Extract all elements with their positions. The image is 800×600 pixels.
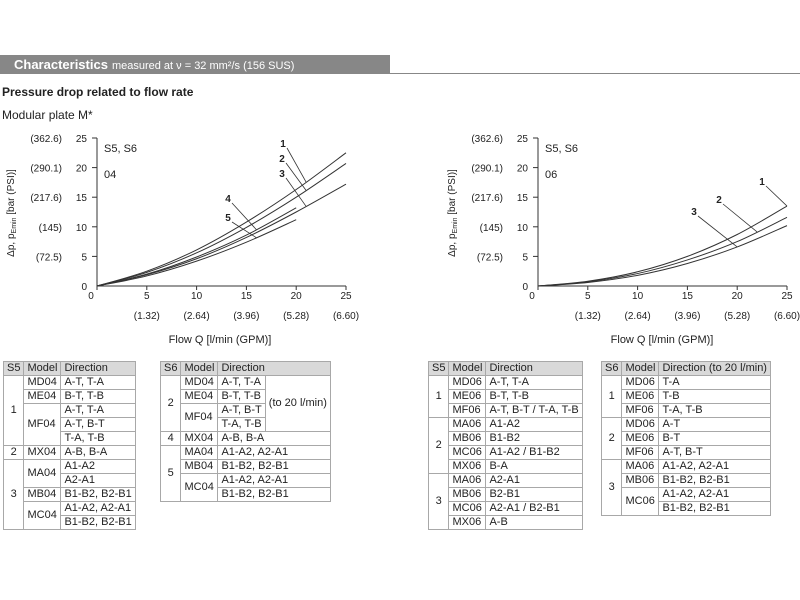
y-tick-label: 5 bbox=[522, 252, 528, 264]
x-tick-label-gpm: (2.64) bbox=[624, 311, 651, 322]
table-row bbox=[161, 460, 331, 474]
model-cell: MF06 bbox=[449, 404, 486, 418]
table-row bbox=[429, 404, 583, 418]
direction-cell: A-T, T-A bbox=[486, 376, 582, 390]
x-tick-label: 5 bbox=[144, 291, 150, 302]
column-header: Direction bbox=[61, 362, 135, 376]
table-s6-size-06 bbox=[601, 361, 771, 516]
direction-cell: A1-A2, A2-A1 bbox=[61, 502, 135, 516]
series-label-2: 2 bbox=[716, 195, 722, 206]
direction-cell: A1-A2 bbox=[486, 418, 582, 432]
direction-cell: T-A, T-B bbox=[61, 432, 135, 446]
x-tick-label-gpm: (6.60) bbox=[773, 311, 800, 322]
column-header: Model bbox=[622, 362, 659, 376]
group-number: 2 bbox=[429, 418, 449, 474]
chart-inset-label: S5, S6 bbox=[104, 143, 138, 155]
direction-cell: B1-B2, B2-B1 bbox=[218, 488, 330, 502]
x-tick-label: 20 bbox=[731, 291, 743, 302]
model-cell: MC06 bbox=[622, 488, 659, 516]
x-tick-label: 25 bbox=[781, 291, 793, 302]
x-tick-label-gpm: (6.60) bbox=[332, 311, 360, 322]
y-tick-label-psi: (217.6) bbox=[30, 193, 62, 205]
x-tick-label: 15 bbox=[240, 291, 252, 302]
chart-inset-label: S5, S6 bbox=[545, 143, 579, 155]
x-tick-label-gpm: (3.96) bbox=[233, 311, 260, 322]
column-header: Direction (to 20 l/min) bbox=[659, 362, 771, 376]
direction-cell: A-B, B-A bbox=[218, 432, 330, 446]
direction-cell: A1-A2, A2-A1 bbox=[659, 460, 771, 474]
table-row bbox=[161, 432, 331, 446]
table-row bbox=[4, 404, 136, 418]
model-cell: MB04 bbox=[181, 460, 218, 474]
direction-cell: A-T, B-T / T-A, T-B bbox=[486, 404, 582, 418]
y-tick-label: 20 bbox=[516, 163, 528, 175]
model-cell: MA06 bbox=[622, 460, 659, 474]
y-tick-label-psi: (362.6) bbox=[30, 134, 62, 145]
model-cell: ME04 bbox=[181, 390, 218, 404]
model-cell: MD06 bbox=[622, 418, 659, 432]
direction-cell: A-T, B-T bbox=[659, 446, 771, 460]
group-number: 1 bbox=[4, 376, 24, 446]
model-cell: MD04 bbox=[24, 376, 61, 390]
model-cell: MC04 bbox=[24, 502, 61, 530]
direction-cell: B-T, T-B bbox=[486, 390, 582, 404]
table-row bbox=[602, 432, 771, 446]
y-tick-label: 0 bbox=[522, 282, 528, 293]
y-tick-label: 15 bbox=[75, 193, 87, 205]
y-tick-label: 15 bbox=[516, 193, 528, 205]
y-tick-label: 10 bbox=[516, 222, 528, 234]
model-cell: MF04 bbox=[181, 404, 218, 432]
column-header: S5 bbox=[4, 362, 24, 376]
x-tick-label-gpm: (5.28) bbox=[724, 311, 751, 322]
model-cell: MC06 bbox=[449, 502, 486, 516]
table-row bbox=[429, 516, 583, 530]
table-row bbox=[602, 418, 771, 432]
table-row bbox=[4, 390, 136, 404]
section-header-subtitle: measured at ν = 32 mm²/s (156 SUS) bbox=[111, 60, 295, 72]
model-cell: MF06 bbox=[622, 404, 659, 418]
model-cell: MB06 bbox=[449, 488, 486, 502]
x-tick-label-gpm: (1.32) bbox=[574, 311, 601, 322]
column-header: Direction bbox=[218, 362, 330, 376]
table-row bbox=[429, 446, 583, 460]
y-tick-label-psi: (72.5) bbox=[476, 252, 503, 264]
series-leader-1 bbox=[766, 186, 787, 206]
y-tick-label: 20 bbox=[75, 163, 87, 175]
group-number: 3 bbox=[602, 460, 622, 516]
column-header: S6 bbox=[161, 362, 181, 376]
direction-cell: A-B bbox=[486, 516, 582, 530]
table-row bbox=[161, 474, 331, 488]
direction-cell: A-T bbox=[659, 418, 771, 432]
x-tick-label-gpm: (3.96) bbox=[674, 311, 701, 322]
direction-cell: B1-B2, B2-B1 bbox=[61, 516, 135, 530]
direction-cell: A2-A1 bbox=[486, 474, 582, 488]
model-cell: MD06 bbox=[449, 376, 486, 390]
direction-cell: A-T, B-T bbox=[61, 418, 135, 432]
x-tick-label-gpm: (5.28) bbox=[283, 311, 310, 322]
direction-cell: A1-A2, A2-A1 bbox=[218, 446, 330, 460]
table-row bbox=[429, 432, 583, 446]
model-cell: ME06 bbox=[449, 390, 486, 404]
x-tick-label: 25 bbox=[340, 291, 352, 302]
direction-cell: B-T, T-B bbox=[61, 390, 135, 404]
table-row bbox=[4, 446, 136, 460]
series-curve-1 bbox=[538, 206, 787, 286]
table-row bbox=[429, 488, 583, 502]
table-row bbox=[429, 390, 583, 404]
pressure-drop-title: Pressure drop related to flow rate bbox=[2, 85, 194, 99]
table-row bbox=[429, 376, 583, 390]
model-cell: MD04 bbox=[181, 376, 218, 390]
y-tick-label: 10 bbox=[75, 222, 87, 234]
table-row bbox=[161, 376, 331, 390]
column-header: Model bbox=[24, 362, 61, 376]
model-cell: MF06 bbox=[622, 446, 659, 460]
x-tick-label: 0 bbox=[88, 291, 94, 302]
direction-cell: A1-A2, A2-A1 bbox=[218, 474, 330, 488]
table-header-row bbox=[161, 362, 331, 376]
x-tick-label-gpm: (2.64) bbox=[183, 311, 210, 322]
model-cell: MA04 bbox=[181, 446, 218, 460]
model-cell: MX06 bbox=[449, 516, 486, 530]
x-tick-label: 0 bbox=[529, 291, 535, 302]
y-tick-label-psi: (72.5) bbox=[35, 252, 62, 264]
y-tick-label-psi: (290.1) bbox=[471, 163, 503, 175]
y-axis-title: Δp, $p_{Emin}$ [bar (PSI)] bbox=[447, 169, 459, 257]
x-tick-label: 5 bbox=[585, 291, 591, 302]
table-row bbox=[602, 376, 771, 390]
series-curve-3 bbox=[538, 226, 787, 286]
y-axis-title: Δp, $p_{Emin}$ [bar (PSI)] bbox=[6, 169, 18, 257]
model-cell: MB04 bbox=[24, 488, 61, 502]
model-cell: MA06 bbox=[449, 418, 486, 432]
group-number: 2 bbox=[602, 418, 622, 460]
x-tick-label: 10 bbox=[632, 291, 644, 302]
table-row bbox=[4, 502, 136, 516]
table-row bbox=[602, 446, 771, 460]
series-label-1: 1 bbox=[759, 177, 765, 188]
table-header-row bbox=[429, 362, 583, 376]
y-tick-label: 0 bbox=[81, 282, 87, 293]
group-number: 4 bbox=[161, 432, 181, 446]
direction-cell: A-T, T-A bbox=[218, 376, 265, 390]
model-cell: MF04 bbox=[24, 404, 61, 446]
y-tick-label: 25 bbox=[516, 134, 528, 145]
column-header: S5 bbox=[429, 362, 449, 376]
group-number: 1 bbox=[602, 376, 622, 418]
x-axis-title: Flow Q [l/min (GPM)] bbox=[168, 334, 272, 346]
table-header-row bbox=[4, 362, 136, 376]
table-row bbox=[602, 474, 771, 488]
series-label-1: 1 bbox=[280, 139, 286, 150]
table-header-row bbox=[602, 362, 771, 376]
column-header: S6 bbox=[602, 362, 622, 376]
model-cell: ME06 bbox=[622, 390, 659, 404]
chart-inset-label: 04 bbox=[104, 169, 117, 181]
series-label-3: 3 bbox=[279, 169, 285, 180]
model-cell: ME04 bbox=[24, 390, 61, 404]
table-s5-size-06 bbox=[428, 361, 583, 530]
group-number: 1 bbox=[429, 376, 449, 418]
direction-cell: B1-B2 bbox=[486, 432, 582, 446]
direction-cell: B1-B2, B2-B1 bbox=[659, 502, 771, 516]
table-row bbox=[602, 404, 771, 418]
y-tick-label-psi: (217.6) bbox=[471, 193, 503, 205]
series-label-4: 4 bbox=[225, 194, 231, 205]
direction-cell: B1-B2, B2-B1 bbox=[61, 488, 135, 502]
model-cell: MC04 bbox=[181, 474, 218, 502]
direction-cell: A-T, B-T bbox=[218, 404, 265, 418]
x-tick-label-gpm: (1.32) bbox=[133, 311, 160, 322]
y-tick-label: 25 bbox=[75, 134, 87, 145]
model-cell: MA06 bbox=[449, 474, 486, 488]
series-leader-2 bbox=[723, 204, 757, 232]
model-cell: MA04 bbox=[24, 460, 61, 488]
direction-cell: A-B, B-A bbox=[61, 446, 135, 460]
table-row bbox=[429, 474, 583, 488]
y-tick-label: 5 bbox=[81, 252, 87, 264]
flow-note-cell: (to 20 l/min) bbox=[265, 376, 330, 432]
group-number: 3 bbox=[429, 474, 449, 530]
model-cell: MB06 bbox=[449, 432, 486, 446]
model-cell: MX04 bbox=[181, 432, 218, 446]
direction-cell: B-A bbox=[486, 460, 582, 474]
modular-plate-subtitle: Modular plate M* bbox=[2, 108, 93, 122]
group-number: 2 bbox=[4, 446, 24, 460]
direction-cell: B2-B1 bbox=[486, 488, 582, 502]
direction-cell: T-A, T-B bbox=[218, 418, 265, 432]
group-number: 3 bbox=[4, 460, 24, 530]
direction-cell: T-A bbox=[659, 376, 771, 390]
direction-cell: A-T, T-A bbox=[61, 404, 135, 418]
table-row bbox=[161, 446, 331, 460]
column-header: Direction bbox=[486, 362, 582, 376]
table-row bbox=[602, 390, 771, 404]
table-s6-size-04 bbox=[160, 361, 331, 502]
chart-inset-label: 06 bbox=[545, 169, 558, 181]
group-number: 2 bbox=[161, 376, 181, 432]
y-tick-label-psi: (362.6) bbox=[471, 134, 503, 145]
direction-cell: A1-A2, A2-A1 bbox=[659, 488, 771, 502]
column-header: Model bbox=[449, 362, 486, 376]
model-cell: ME06 bbox=[622, 432, 659, 446]
y-tick-label-psi: (145) bbox=[479, 222, 503, 234]
direction-cell: T-B bbox=[659, 390, 771, 404]
direction-cell: B-T bbox=[659, 432, 771, 446]
model-cell: MB06 bbox=[622, 474, 659, 488]
table-row bbox=[602, 488, 771, 502]
series-leader-3 bbox=[698, 216, 737, 247]
table-s5-size-04 bbox=[3, 361, 136, 530]
model-cell: MC06 bbox=[449, 446, 486, 460]
direction-cell: T-A, T-B bbox=[659, 404, 771, 418]
table-row bbox=[4, 488, 136, 502]
direction-cell: A-T, T-A bbox=[61, 376, 135, 390]
table-row bbox=[429, 418, 583, 432]
column-header: Model bbox=[181, 362, 218, 376]
group-number: 5 bbox=[161, 446, 181, 502]
direction-cell: B-T, T-B bbox=[218, 390, 265, 404]
series-label-5: 5 bbox=[225, 213, 231, 224]
table-row bbox=[602, 460, 771, 474]
x-tick-label: 20 bbox=[290, 291, 302, 302]
y-tick-label-psi: (145) bbox=[38, 222, 62, 234]
series-label-3: 3 bbox=[691, 207, 697, 218]
x-tick-label: 15 bbox=[681, 291, 693, 302]
y-tick-label-psi: (290.1) bbox=[30, 163, 62, 175]
table-row bbox=[4, 376, 136, 390]
direction-cell: A1-A2 bbox=[61, 460, 135, 474]
model-cell: MX04 bbox=[24, 446, 61, 460]
series-label-2: 2 bbox=[279, 154, 285, 165]
table-row bbox=[429, 502, 583, 516]
x-tick-label: 10 bbox=[191, 291, 203, 302]
model-cell: MX06 bbox=[449, 460, 486, 474]
direction-cell: A2-A1 / B2-B1 bbox=[486, 502, 582, 516]
direction-cell: B1-B2, B2-B1 bbox=[218, 460, 330, 474]
table-row bbox=[4, 460, 136, 474]
table-row bbox=[429, 460, 583, 474]
direction-cell: A1-A2 / B1-B2 bbox=[486, 446, 582, 460]
section-header-title: Characteristics bbox=[14, 57, 108, 72]
model-cell: MD06 bbox=[622, 376, 659, 390]
direction-cell: A2-A1 bbox=[61, 474, 135, 488]
x-axis-title: Flow Q [l/min (GPM)] bbox=[610, 334, 714, 346]
direction-cell: B1-B2, B2-B1 bbox=[659, 474, 771, 488]
